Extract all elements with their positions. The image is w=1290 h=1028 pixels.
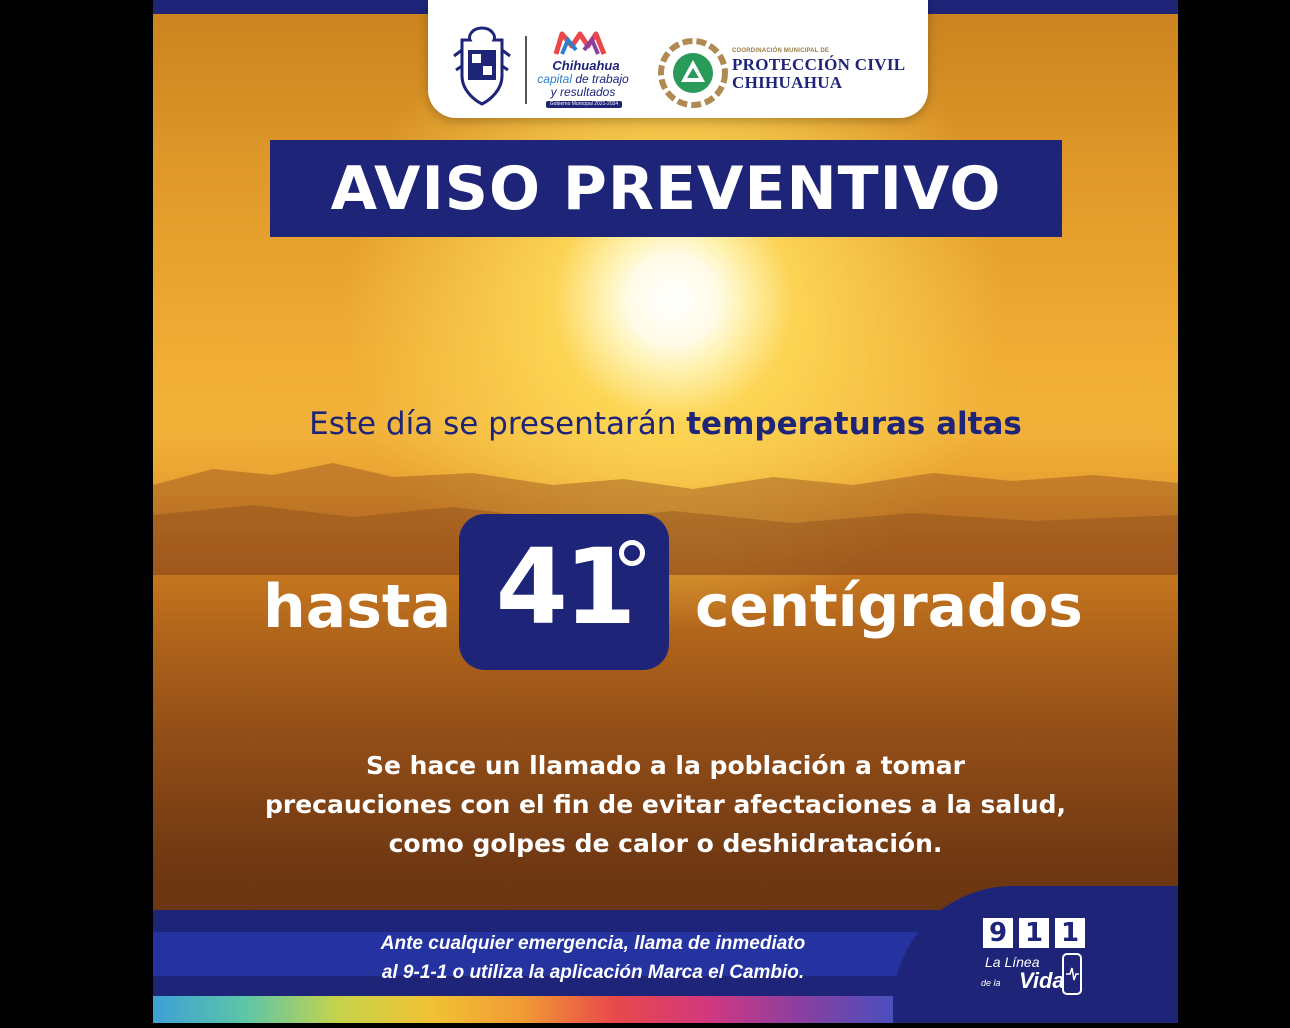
chihuahua-m-logo-icon [552,30,608,56]
chihuahua-logo-tagline: Gobierno Municipal 2021-2024 [546,101,622,108]
civil-protection-emblem-icon [658,38,728,108]
degree-icon [619,540,645,566]
coat-of-arms-icon [450,26,514,106]
temperature-badge [459,514,669,670]
temperature-unit: centígrados [695,572,1083,640]
civil-protection-small-label: COORDINACIÓN MUNICIPAL DE [732,48,830,54]
temperature-value: 41 [495,526,633,648]
chihuahua-logo-title: Chihuahua [552,58,620,73]
emergency-message: Ante cualquier emergencia, llama de inmediato al 9-1-1 o utiliza la aplicación Marca el Cambio. [380,933,806,983]
advisory-message: Se hace un llamado a la población a tomar precauciones con el fin de evitar afectaciones a la salud, como golpes de calor o deshidratación. [264,751,1067,858]
rainbow-stripe [153,996,893,1023]
vida-label: Vida [1019,968,1065,993]
temperature-row [153,512,1178,672]
la-linea-label: La Línea [985,954,1040,970]
911-badge [893,886,1178,1023]
logo-divider [525,36,527,104]
de-la-label: de la [981,978,1001,988]
poster [153,0,1178,1023]
title-banner [270,140,1062,237]
chihuahua-logo-subtitle: capital de trabajo [537,72,629,86]
logo-card [428,0,928,118]
temperature-prefix: hasta [263,572,452,642]
chihuahua-logo-subtitle-2: y resultados [550,85,616,99]
page-title: AVISO PREVENTIVO [330,153,1002,224]
phone-icon [1061,952,1083,996]
911-digits: 9 1 1 [981,916,1087,950]
civil-protection-name: PROTECCIÓN CIVIL CHIHUAHUA [732,55,906,92]
subtitle: Este día se presentarán temperaturas altas [309,406,1022,442]
